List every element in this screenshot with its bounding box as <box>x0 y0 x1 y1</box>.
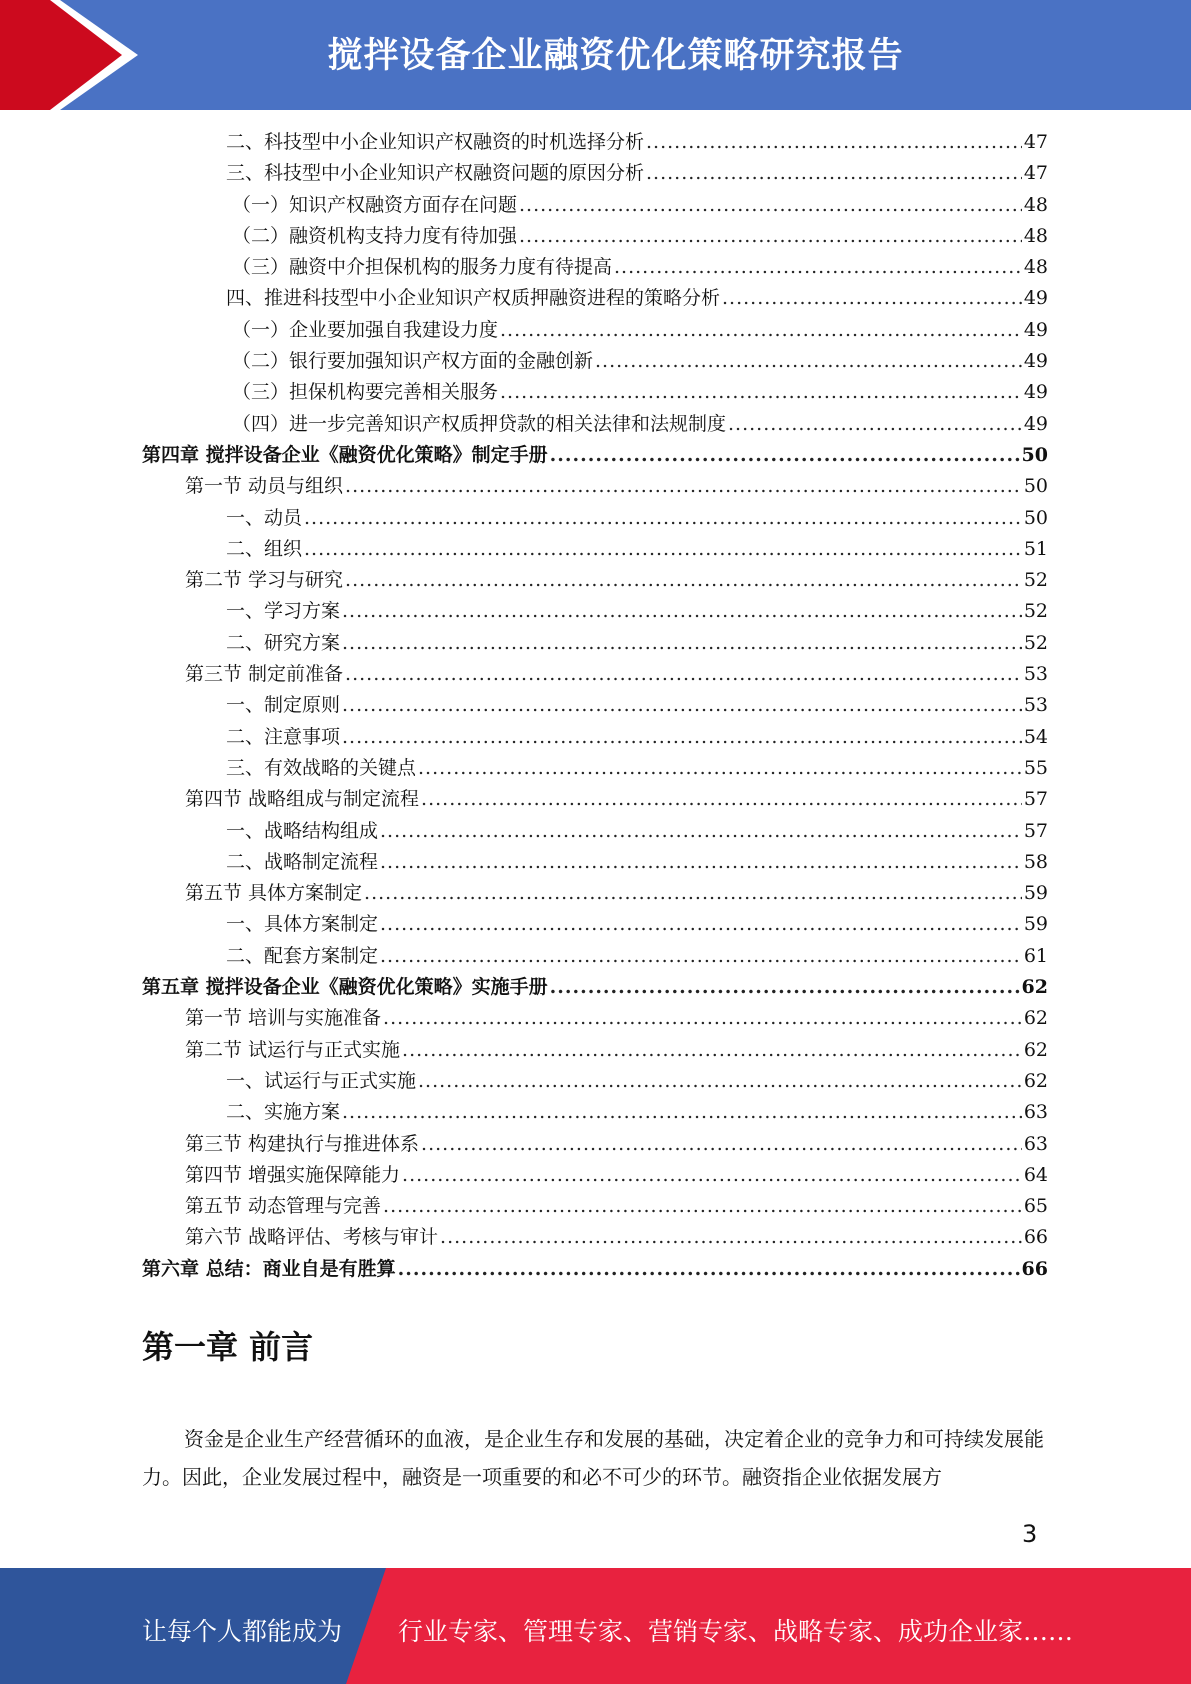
toc-entry-page: 53 <box>1023 663 1048 686</box>
toc-entry[interactable] <box>142 283 1048 314</box>
toc-entry-label: 第二节 试运行与正式实施 <box>185 1038 401 1061</box>
toc-entry-page: 49 <box>1023 381 1048 404</box>
toc-entry-label: 二、科技型中小企业知识产权融资的时机选择分析 <box>226 131 645 153</box>
toc-entry-label: 二、实施方案 <box>226 1101 341 1124</box>
toc-entry[interactable] <box>142 1160 1048 1191</box>
toc-entry[interactable] <box>142 346 1048 377</box>
toc-entry-label: 一、战略结构组成 <box>226 819 379 842</box>
toc-entry-label: 第六节 战略评估、考核与审计 <box>185 1226 439 1249</box>
toc-entry[interactable] <box>142 878 1048 909</box>
toc-entry-page: 57 <box>1023 788 1048 811</box>
toc-entry[interactable] <box>142 1003 1048 1034</box>
toc-leader-dots <box>383 1191 1022 1222</box>
toc-leader-dots <box>402 1035 1022 1066</box>
toc-entry-label: （一）企业要加强自我建设力度 <box>232 318 499 341</box>
toc-leader-dots <box>519 221 1022 252</box>
toc-entry[interactable] <box>142 722 1048 753</box>
toc-leader-dots <box>342 596 1022 627</box>
toc-entry[interactable] <box>142 158 1048 189</box>
toc-entry-label: 第四节 增强实施保障能力 <box>185 1163 401 1186</box>
toc-entry-label: 一、具体方案制定 <box>226 913 379 936</box>
toc-entry-page: 50 <box>1023 475 1048 498</box>
toc-leader-dots <box>364 878 1022 909</box>
toc-entry-page: 52 <box>1023 569 1048 592</box>
toc-entry-page: 49 <box>1023 412 1048 435</box>
toc-leader-dots <box>380 909 1022 940</box>
toc-leader-dots <box>646 158 1022 189</box>
toc-entry[interactable] <box>142 690 1048 721</box>
toc-entry[interactable] <box>142 659 1048 690</box>
toc-entry-label: 第五节 具体方案制定 <box>185 882 363 905</box>
toc-leader-dots <box>380 941 1022 972</box>
toc-entry[interactable] <box>142 909 1048 940</box>
toc-entry-label: （一）知识产权融资方面存在问题 <box>232 193 518 216</box>
toc-entry-page: 64 <box>1023 1163 1048 1186</box>
toc-entry-label: 第四节 战略组成与制定流程 <box>185 788 420 811</box>
toc-entry[interactable] <box>142 972 1048 1003</box>
toc-leader-dots <box>614 252 1022 283</box>
toc-entry-label: 第三节 制定前准备 <box>185 663 344 686</box>
toc-entry-page: 49 <box>1023 287 1048 310</box>
toc-leader-dots <box>342 1097 1022 1128</box>
toc-entry-page: 54 <box>1023 725 1048 748</box>
toc-entry-page: 52 <box>1023 600 1048 623</box>
toc-leader-dots <box>421 784 1022 815</box>
page-header <box>0 0 1191 110</box>
toc-entry-label: 一、动员 <box>226 506 303 529</box>
report-title: 搅拌设备企业融资优化策略研究报告 <box>327 36 904 76</box>
toc-entry-label: 一、学习方案 <box>226 600 341 623</box>
toc-entry[interactable] <box>142 1066 1048 1097</box>
toc-entry[interactable] <box>142 565 1048 596</box>
toc-entry-page: 47 <box>1023 162 1048 185</box>
toc-entry[interactable] <box>142 628 1048 659</box>
toc-entry-label: 第四章 搅拌设备企业《融资优化策略》制定手册 <box>142 443 548 466</box>
toc-leader-dots <box>345 565 1022 596</box>
toc-entry-label: （二）融资机构支持力度有待加强 <box>232 224 518 247</box>
toc-entry-label: 二、注意事项 <box>226 725 341 748</box>
toc-entry-page: 62 <box>1021 976 1048 999</box>
toc-leader-dots <box>421 1129 1022 1160</box>
toc-leader-dots <box>595 346 1022 377</box>
footer-slogan-right: 行业专家、管理专家、营销专家、战略专家、成功企业家…… <box>398 1617 1074 1646</box>
toc-leader-dots <box>550 440 1020 471</box>
toc-entry[interactable] <box>142 252 1048 283</box>
toc-entry-page: 63 <box>1023 1132 1048 1155</box>
toc-leader-dots <box>500 315 1022 346</box>
toc-entry-label: 二、配套方案制定 <box>226 944 379 967</box>
toc-entry[interactable] <box>142 503 1048 534</box>
toc-entry[interactable] <box>142 1254 1048 1285</box>
toc-entry-label: 一、试运行与正式实施 <box>226 1069 417 1092</box>
toc-entry-page: 48 <box>1023 256 1048 279</box>
toc-entry-label: 二、组织 <box>226 537 303 560</box>
toc-leader-dots <box>519 190 1022 221</box>
toc-entry-label: 四、推进科技型中小企业知识产权质押融资进程的策略分析 <box>226 287 721 310</box>
toc-entry[interactable] <box>142 377 1048 408</box>
toc-entry[interactable] <box>142 440 1048 471</box>
toc-leader-dots <box>380 847 1022 878</box>
table-of-contents <box>142 127 1048 1285</box>
toc-entry[interactable] <box>142 190 1048 221</box>
toc-leader-dots <box>418 753 1022 784</box>
toc-entry[interactable] <box>142 1222 1048 1253</box>
toc-entry[interactable] <box>142 409 1048 440</box>
toc-entry[interactable] <box>142 1129 1048 1160</box>
toc-entry[interactable] <box>142 221 1048 252</box>
toc-entry-page: 62 <box>1023 1069 1048 1092</box>
toc-entry-page: 51 <box>1023 537 1048 560</box>
toc-entry-page: 50 <box>1023 506 1048 529</box>
toc-leader-dots <box>728 409 1022 440</box>
page-number: 3 <box>1022 1520 1038 1548</box>
toc-leader-dots <box>345 659 1022 690</box>
toc-entry-page: 63 <box>1023 1101 1048 1124</box>
toc-entry[interactable] <box>142 1035 1048 1066</box>
page-footer <box>0 1568 1191 1684</box>
toc-leader-dots <box>646 127 1022 158</box>
footer-slogan-left: 让每个人都能成为 <box>142 1617 343 1646</box>
toc-entry[interactable] <box>142 847 1048 878</box>
toc-entry-page: 52 <box>1023 631 1048 654</box>
toc-entry-page: 57 <box>1023 819 1048 842</box>
toc-leader-dots <box>304 534 1022 565</box>
toc-entry-page: 59 <box>1023 882 1048 905</box>
toc-entry-label: 第五章 搅拌设备企业《融资优化策略》实施手册 <box>142 976 548 999</box>
toc-entry-label: 二、战略制定流程 <box>226 850 379 873</box>
toc-entry-page: 59 <box>1023 913 1048 936</box>
toc-leader-dots <box>345 471 1022 502</box>
toc-entry-page: 53 <box>1023 694 1048 717</box>
toc-entry[interactable] <box>142 315 1048 346</box>
toc-entry-page: 55 <box>1023 756 1048 779</box>
toc-entry[interactable] <box>142 534 1048 565</box>
toc-entry-page: 49 <box>1023 318 1048 341</box>
toc-entry[interactable] <box>142 471 1048 502</box>
toc-entry-page: 50 <box>1021 443 1048 466</box>
toc-leader-dots <box>398 1254 1020 1285</box>
toc-leader-dots <box>440 1222 1022 1253</box>
toc-leader-dots <box>402 1160 1022 1191</box>
toc-entry[interactable] <box>142 1097 1048 1128</box>
toc-entry[interactable] <box>142 596 1048 627</box>
toc-leader-dots <box>500 377 1022 408</box>
toc-leader-dots <box>304 503 1022 534</box>
toc-entry-label: 一、制定原则 <box>226 694 341 717</box>
toc-entry-page: 66 <box>1023 1226 1048 1249</box>
chapter-heading: 第一章 前言 <box>142 1328 314 1366</box>
toc-entry-page: 62 <box>1023 1007 1048 1030</box>
toc-entry-page: 66 <box>1021 1257 1048 1280</box>
toc-entry-page: 47 <box>1023 131 1048 153</box>
toc-leader-dots <box>380 816 1022 847</box>
toc-entry-label: 三、有效战略的关键点 <box>226 756 417 779</box>
toc-entry-label: （三）融资中介担保机构的服务力度有待提高 <box>232 256 613 279</box>
toc-entry-label: 第三节 构建执行与推进体系 <box>185 1132 420 1155</box>
toc-leader-dots <box>383 1003 1022 1034</box>
toc-entry[interactable] <box>142 816 1048 847</box>
toc-entry[interactable] <box>142 941 1048 972</box>
toc-entry-label: 第六章 总结：商业自是有胜算 <box>142 1257 396 1280</box>
toc-entry[interactable] <box>142 753 1048 784</box>
toc-leader-dots <box>722 283 1022 314</box>
toc-entry-label: （三）担保机构要完善相关服务 <box>232 381 499 404</box>
toc-entry-page: 58 <box>1023 850 1048 873</box>
toc-entry-label: 第二节 学习与研究 <box>185 569 344 592</box>
toc-entry-label: （二）银行要加强知识产权方面的金融创新 <box>232 350 594 373</box>
toc-entry-page: 49 <box>1023 350 1048 373</box>
toc-leader-dots <box>342 690 1022 721</box>
toc-leader-dots <box>550 972 1020 1003</box>
toc-entry-label: 第一节 培训与实施准备 <box>185 1007 382 1030</box>
toc-entry[interactable] <box>142 784 1048 815</box>
toc-entry-label: 第五节 动态管理与完善 <box>185 1195 382 1218</box>
chapter-paragraph: 资金是企业生产经营循环的血液，是企业生存和发展的基础，决定着企业的竞争力和可持续发展能力。因此，企业发展过程中，融资是一项重要的和必不可少的环节。融资指企业依据发展方 <box>142 1427 1044 1489</box>
toc-entry[interactable] <box>142 1191 1048 1222</box>
toc-entry-label: 二、研究方案 <box>226 631 341 654</box>
toc-leader-dots <box>418 1066 1022 1097</box>
toc-entry-page: 48 <box>1023 224 1048 247</box>
toc-entry-label: 三、科技型中小企业知识产权融资问题的原因分析 <box>226 162 645 185</box>
toc-leader-dots <box>342 722 1022 753</box>
toc-entry-page: 65 <box>1023 1195 1048 1218</box>
toc-entry[interactable] <box>142 127 1048 158</box>
toc-entry-label: （四）进一步完善知识产权质押贷款的相关法律和法规制度 <box>232 412 727 435</box>
toc-entry-page: 61 <box>1023 944 1048 967</box>
toc-entry-label: 第一节 动员与组织 <box>185 475 344 498</box>
toc-entry-page: 62 <box>1023 1038 1048 1061</box>
toc-entry-page: 48 <box>1023 193 1048 216</box>
toc-leader-dots <box>342 628 1022 659</box>
